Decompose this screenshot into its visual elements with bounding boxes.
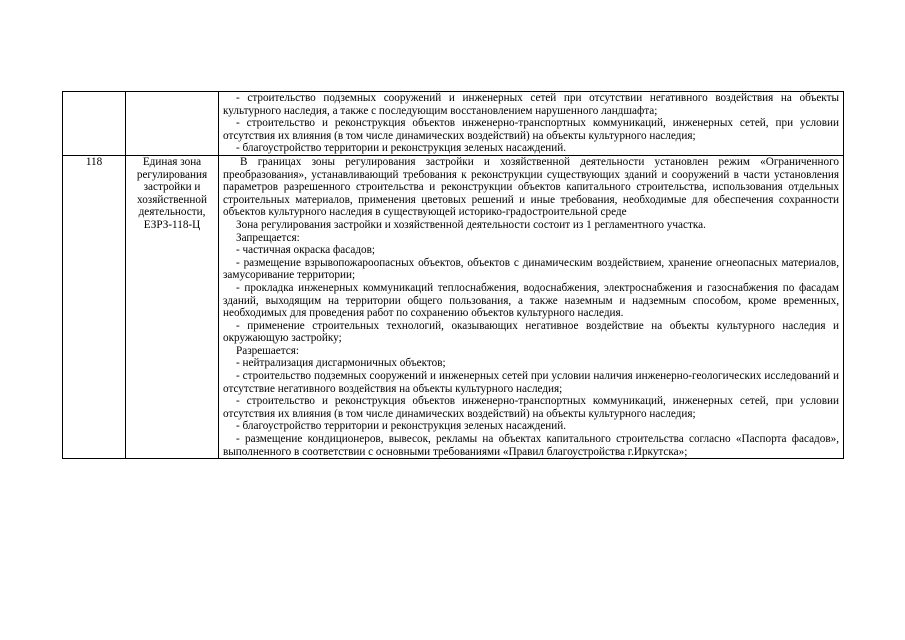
zone-name-line: Единая зона [142,155,202,168]
description-paragraph: Разрешается: [236,344,299,357]
description-paragraph: - размещение взрывопожароопасных объектов, объектов с динамическим воздействием, хранение огнеопасных материалов, замусоривание территории; [223,256,839,282]
description-paragraph: - благоустройство территории и реконструкция зеленых насаждений. [236,420,567,433]
table-row [63,155,844,458]
row-number-cell: 118 [63,155,126,458]
zone-name-line: деятельности, [138,206,206,219]
description-paragraph: - благоустройство территории и реконструкция зеленых насаждений. [236,142,567,155]
description-paragraph: Запрещается: [236,231,300,244]
description-paragraph: - нейтрализация дисгармоничных объектов; [236,357,446,370]
zone-name-cell [126,92,219,156]
zone-name-line: ЕЗРЗ-118-Ц [143,218,201,231]
table-row [63,92,844,156]
description-paragraph: - прокладка инженерных коммуникаций теплоснабжения, водоснабжения, электроснабжения и газоснабжения по фасадам зданий, выходящим на территории общего пользования, а также наземным и надземным способом, кроме временных, необходимых для проведения работ по сохранению объектов культурного наследия. [223,281,839,320]
zone-name-line: хозяйственной [137,193,207,206]
description-paragraph: - строительство подземных сооружений и инженерных сетей при отсутствии негативного воздействия на объекты культурного наследия, а также с последующим восстановлением нарушенного ландшафта; [223,92,839,117]
description-paragraph: - строительство и реконструкция объектов инженерно-транспортных коммуникаций, инженерных сетей, при условии отсутствия их влияния (в том числе динамических воздействий) на объекты культурного наследия; [223,395,839,420]
zone-description-cell [219,92,844,156]
description-paragraph: - частичная окраска фасадов; [236,244,376,257]
zone-name-line: застройки и [143,181,201,194]
row-number-cell [63,92,126,156]
zone-name-cell [126,155,219,458]
zone-name-line: регулирования [136,168,208,181]
zones-table [62,91,844,459]
description-paragraph: Зона регулирования застройки и хозяйственной деятельности состоит из 1 регламентного участка. [236,218,706,231]
description-paragraph: - размещение кондиционеров, вывесок, рекламы на объектах капитального строительства согласно «Паспорта фасадов», выполненного в соответствии с основными требованиями «Правил благоустройства г.Иркутска»; [223,433,839,458]
description-paragraph: - строительство подземных сооружений и инженерных сетей при условии наличия инженерно-геологических исследований и отсутствие негативного воздействия на объекты культурного наследия; [223,370,839,395]
description-paragraph: В границах зоны регулирования застройки и хозяйственной деятельности установлен режим «Ограниченного преобразования», устанавливающий требования к реконструкции существующих зданий и сооружений в части установления параметров разрешенного строительства и реконструкции объектов капитального строительства, использования отдельных строительных материалов, применения цветовых решений и иные требования, необходимые для обеспечения сохранности объектов культурного наследия в существующей историко-градостроительной среде [223,155,839,219]
description-paragraph: - применение строительных технологий, оказывающих негативное воздействие на объекты культурного наследия и окружающую застройку; [223,319,839,345]
description-paragraph: - строительство и реконструкция объектов инженерно-транспортных коммуникаций, инженерных сетей, при условии отсутствия их влияния (в том числе динамических воздействий) на объекты культурного наследия; [223,117,839,142]
zone-description-cell [219,155,844,458]
